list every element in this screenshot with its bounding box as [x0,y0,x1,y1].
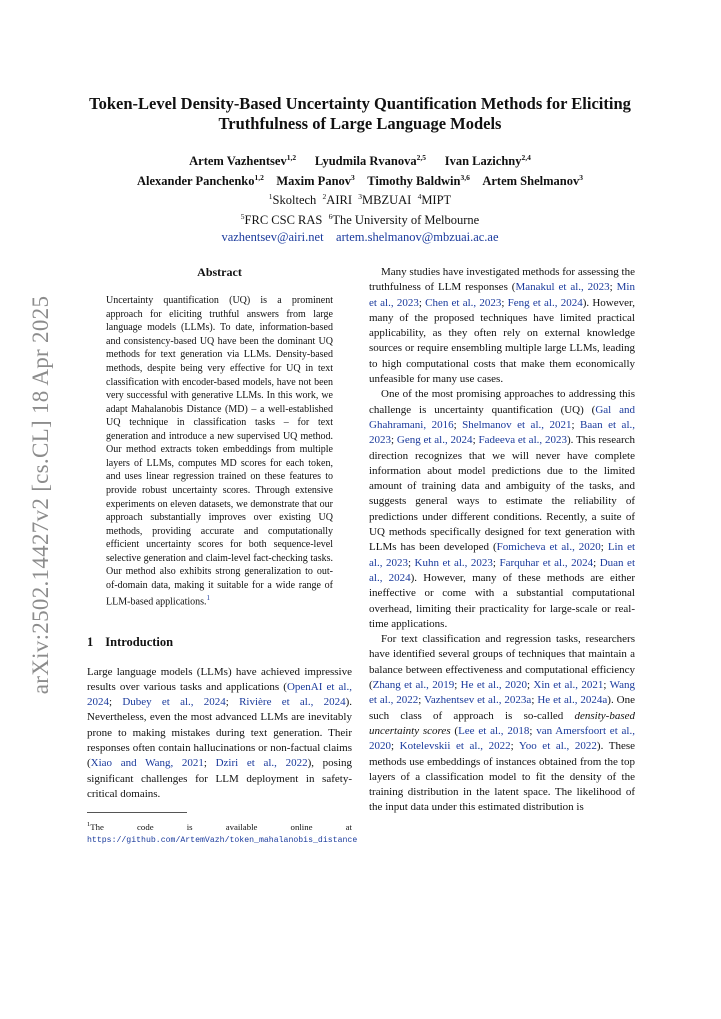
citation-link[interactable]: Farquhar et al., 2024 [499,556,594,569]
author-name: Artem Shelmanov$^3$ [482,172,583,188]
author-name: Timothy Baldwin$^{3,6}$ [367,172,470,188]
footnote-rule [87,812,187,813]
footnote-url-link[interactable]: https://github.com/ArtemVazh/token_mahalanobis_distance [87,835,358,845]
email-link[interactable]: artem.shelmanov@mbzuai.ac.ae [336,229,499,244]
citation-link[interactable]: Duan et al., 2024 [369,556,635,584]
right-paragraph-3: For text classification and regression tasks, researchers have identified several groups of techniques that maintain a balance between effectiveness and computational efficiency (Zhang et al., 2019; He et al., 2020; Xin et al., 2021; Wang et al., 2022; Vazhentsev et al., 2023a; He et al., 2024a). One such class of approach is so-called density-based uncertainty scores (Lee et al., 2018; van Amersfoort et al., 2020; Kotelevskii et al., 2022; Yoo et al., 2022). These methods use embeddings of instances obtained from the top layers of a classification model to fit the density of the training distribution in the latent space. The likelihood of the input data under this estimated distribution is [369,633,635,814]
affiliation: $^1$Skoltech [268,192,317,208]
citation-link[interactable]: Min et al., 2023 [369,281,635,309]
abstract-text: Uncertainty quantification (UQ) is a prominent approach for eliciting truthful answers from large language models (LLMs). To date, information-based and consistency-based UQ have been the dominant UQ methods for text generation via LLMs. Density-based methods, despite being very effective for UQ in text classification with encoder-based models, have not been very successful with generative LLMs. In this work, we adapt Mahalanobis Distance (MD) – a well-established UQ technique in classification tasks – for text generation and introduce a new supervised UQ method. Our method extracts token embeddings from multiple layers of LLMs, computes MD scores for each token, and uses linear regression trained on these features to provide robust uncertainty scores. Through extensive experiments on eleven datasets, we demonstrate that our approach substantially improves over existing UQ methods, providing accurate and computationally efficient uncertainty scores for both sequence-level selective generation and claim-level fact-checking tasks. Our method also exhibits strong generalization to out-of-domain data, making it suitable for a wide range of LLM-based applications. [106,295,333,608]
citation-link[interactable]: Baan et al., 2023 [369,418,635,447]
author-superscript: 3 [579,172,583,182]
author-name: Lyudmila Rvanova$^{2,5}$ [314,153,426,169]
citation-link[interactable]: Dubey et al., 2024 [122,696,226,709]
author-name: Maxim Panov$^3$ [276,172,355,188]
affiliation: $^3$MBZUAI [358,192,412,208]
section-heading-introduction [87,635,352,650]
citation-link[interactable]: Yoo et al., 2022 [518,740,597,753]
author-line-2 [80,170,640,190]
author-superscript: 3,6 [460,172,470,182]
affiliation: $^2$AIRI [322,192,352,208]
citation-link[interactable]: Gal and Ghahramani, 2016 [369,403,635,431]
author-superscript: 3 [351,172,355,182]
citation-link[interactable]: Xin et al., 2021 [533,679,604,692]
left-column [87,265,358,846]
right-paragraph-1: Many studies have investigated methods for assessing the truthfulness of LLM responses (Manakul et al., 2023; Min et al., 2023; Chen et al., 2023; Feng et al., 2024). However, many of the proposed techniques have limited practical applicability, as they often rely on external knowledge sources or require ensembling multiple large LLMs, leading to high computational costs that make them economically unfeasible for many use cases. [369,266,635,386]
section-title: Introduction [105,635,174,650]
citation-link[interactable]: Manakul et al., 2023 [515,281,610,294]
citation-link[interactable]: Fadeeva et al., 2023 [478,434,567,447]
citation-link[interactable]: Wang et al., 2022 [369,679,635,707]
right-paragraph-2: One of the most promising approaches to addressing this challenge is uncertainty quantification (UQ) (Gal and Ghahramani, 2016; Shelmanov et al., 2021; Baan et al., 2023; Geng et al., 2024; Fadeeva et al., 2023). This research direction recognizes that we will never have complete information about model predictions due to the limited amount of training data and ambiguity of the tasks, and suggests general ways to estimate the reliability of predictions under different conditions. Recently, a suite of UQ methods specifically designed for text generation with LLMs has been developed (Fomicheva et al., 2020; Lin et al., 2023; Kuhn et al., 2023; Farquhar et al., 2024; Duan et al., 2024). However, many of these methods are either ineffective or come with a substantial computational overhead, limiting their practicality for large-scale or real-time applications. [369,388,636,630]
emphasis-text: density-based uncertainty scores [369,709,635,737]
abstract-footnote-mark[interactable]: 1 [206,594,211,603]
citation-link[interactable]: He et al., 2020 [460,679,527,692]
author-name: Ivan Lazichny$^{2,4}$ [444,153,531,169]
affiliation: $^5$FRC CSC RAS [240,211,323,228]
section-number: 1 [87,635,94,650]
affiliation: $^4$MIPT [417,192,452,208]
citation-link[interactable]: Xiao and Wang, 2021 [90,757,204,770]
right-column [369,265,635,816]
citation-link[interactable]: Lin et al., 2023 [369,541,636,569]
citation-link[interactable]: Fomicheva et al., 2020 [496,541,601,554]
citation-link[interactable]: Feng et al., 2024 [507,296,583,309]
citation-link[interactable]: OpenAI et al., 2024 [87,680,352,709]
email-link[interactable]: vazhentsev@airi.net [221,229,324,244]
footnote-mark: 1 [87,821,91,829]
citation-link[interactable]: Chen et al., 2023 [425,296,502,309]
abstract-heading: Abstract [197,265,242,279]
citation-link[interactable]: Lee et al., 2018 [458,724,530,737]
citation-link[interactable]: Shelmanov et al., 2021 [462,418,572,431]
affiliation: $^6$The University of Melbourne [328,211,480,228]
citation-link[interactable]: Kuhn et al., 2023 [414,556,493,569]
affiliation-line-2 [80,209,640,229]
footnote-text: The code is available online at [90,822,352,833]
citation-link[interactable]: Rivière et al., 2024 [239,696,346,709]
footnote [87,819,358,846]
paper-title: Token-Level Density-Based Uncertainty Quantification Methods for Eliciting Truthfulness of Large Language Models [89,94,631,133]
arxiv-stamp-text: arXiv:2502.14427v2 [cs.CL] 18 Apr 2025 [28,295,53,695]
citation-link[interactable]: He et al., 2024a [537,694,608,707]
author-name: Artem Vazhentsev$^{1,2}$ [189,153,297,169]
citation-link[interactable]: Dziri et al., 2022 [215,757,308,770]
citation-link[interactable]: Geng et al., 2024 [396,434,473,447]
citation-link[interactable]: Zhang et al., 2019 [372,679,455,692]
author-line-1 [80,150,640,170]
citation-link[interactable]: Kotelevskii et al., 2022 [399,740,511,753]
intro-paragraph-1: Large language models (LLMs) have achieved impressive results over various tasks and applications (OpenAI et al., 2024; Dubey et al., 2024; Rivière et al., 2024). Nevertheless, even the most advanced LLMs are inevitably prone to making mistakes during text generation. Their responses often contain hallucinations or non-factual claims (Xiao and Wang, 2021; Dziri et al., 2022), posing significant challenges for LLM deployment in safety-critical domains. [87,665,353,800]
email-line [80,229,640,246]
author-superscript: 1,2 [286,153,297,162]
author-name: Alexander Panchenko$^{1,2}$ [137,172,264,188]
author-superscript: 1,2 [254,172,264,182]
citation-link[interactable]: Vazhentsev et al., 2023a [424,694,532,707]
citation-link[interactable]: van Amersfoort et al., 2020 [369,724,635,753]
author-superscript: 2,4 [521,153,531,162]
author-block [80,150,640,245]
author-superscript: 2,5 [416,153,426,162]
affiliation-line-1 [80,189,640,209]
abstract-body [106,294,333,609]
arxiv-stamp [22,270,60,720]
